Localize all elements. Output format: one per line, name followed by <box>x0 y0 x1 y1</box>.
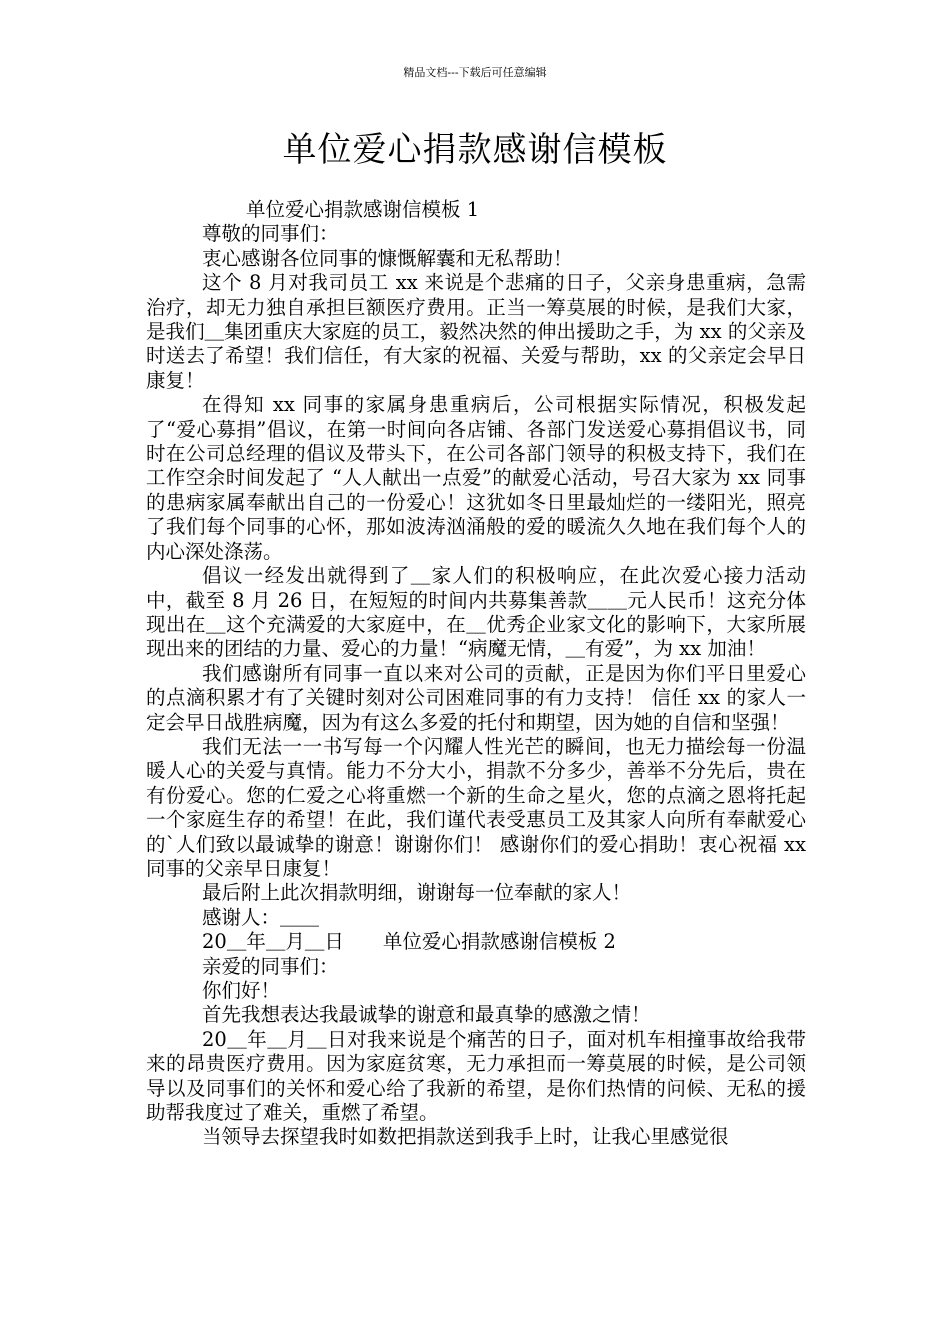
paragraph-background: 这个 8 月对我司员工 xx 来说是个悲痛的日子，父亲身患重病，急需治疗，却无力独自承担巨额医疗费用。正当一筹莫展的时候，是我们大家，是我们＿集团重庆大家庭的员工，毅然决然的伸出援助之手，为 xx 的父亲及时送去了希望！我们信任，有大家的祝福、关爱与帮助，xx 的父亲定会早日康复！ <box>146 271 806 392</box>
paragraph-blessing: 我们无法一一书写每一个闪耀人性光芒的瞬间，也无力描绘每一份温暖人心的关爱与真情。能力不分大小，捐款不分多少，善举不分先后，贵在有份爱心。您的仁爱之心将重燃一个新的生命之星火，您的点滴之恩将托起一个家庭生存的希望！在此，我们谨代表受惠员工及其家人向所有奉献爱心的`人们致以最诚挚的谢意！谢谢你们！ 感谢你们的爱心捐助！衷心祝福 xx 同事的父亲早日康复！ <box>146 734 806 880</box>
paragraph-salutation-2: 亲爱的同事们： <box>202 954 339 978</box>
paragraph-section-heading-1: 单位爱心捐款感谢信模板 1 <box>246 198 480 221</box>
letter-body <box>146 198 806 1150</box>
paragraph-thanks: 衷心感谢各位同事的慷慨解囊和无私帮助！ <box>202 246 573 270</box>
paragraph-salutation: 尊敬的同事们： <box>202 222 339 246</box>
document-title: 单位爱心捐款感谢信模板 <box>282 130 668 170</box>
header-note: 精品文档---下载后可任意编辑 <box>403 66 547 79</box>
paragraph-thanks-2: 首先我想表达我最诚挚的谢意和最真挚的感激之情！ <box>202 1003 651 1027</box>
paragraph-visit: 当领导去探望我时如数把捐款送到我手上时，让我心里感觉很 <box>202 1125 729 1149</box>
paragraph-signature: 感谢人：＿＿ <box>202 905 320 929</box>
paragraph-initiative: 在得知 xx 同事的家属身患重病后，公司根据实际情况，积极发起了“爱心募捐”倡议，在第一时间向各店铺、各部门发送爱心募捐倡议书，同时在公司总经理的倡议及带头下，在公司各部门领导的积极支持下，我们在工作空余时间发起了 “人人献出一点爱”的献爱心活动，号召大家为 xx 同事的患病家属奉献出自己的一份爱心！这犹如冬日里最灿烂的一缕阳光，照亮了我们每个同事的心怀，那如波涛汹涌般的爱的暖流久久地在我们每个人的内心深处涤荡。 <box>146 393 806 563</box>
paragraph-date-and-heading-2: 20＿年＿月＿日 单位爱心捐款感谢信模板 2 <box>202 930 616 954</box>
paragraph-greeting: 你们好！ <box>202 979 281 1002</box>
paragraph-response: 倡议一经发出就得到了＿家人们的积极响应，在此次爱心接力活动中，截至 8 月 26 日，在短短的时间内共募集善款＿＿元人民币！这充分体现出在＿这个充满爱的大家庭中，在＿优秀企业家文化的影响下，大家所展现出来的团结的力量、爱心的力量！“病魔无情，＿有爱”，为 xx 加油！ <box>146 564 806 661</box>
paragraph-gratitude: 我们感谢所有同事一直以来对公司的贡献，正是因为你们平日里爱心的点滴积累才有了关键时刻对公司困难同事的有力支持！ 信任 xx 的家人一定会早日战胜病魔，因为有这么多爱的托付和期望，因为她的自信和坚强！ <box>146 661 806 734</box>
paragraph-accident: 20＿年＿月＿日对我来说是个痛苦的日子，面对机车相撞事故给我带来的昂贵医疗费用。因为家庭贫寒，无力承担而一筹莫展的时候，是公司领导以及同事们的关怀和爱心给了我新的希望，是你们热情的问候、无私的援助帮我度过了难关，重燃了希望。 <box>146 1027 806 1125</box>
paragraph-donation-details: 最后附上此次捐款明细，谢谢每一位奉献的家人！ <box>202 881 632 905</box>
